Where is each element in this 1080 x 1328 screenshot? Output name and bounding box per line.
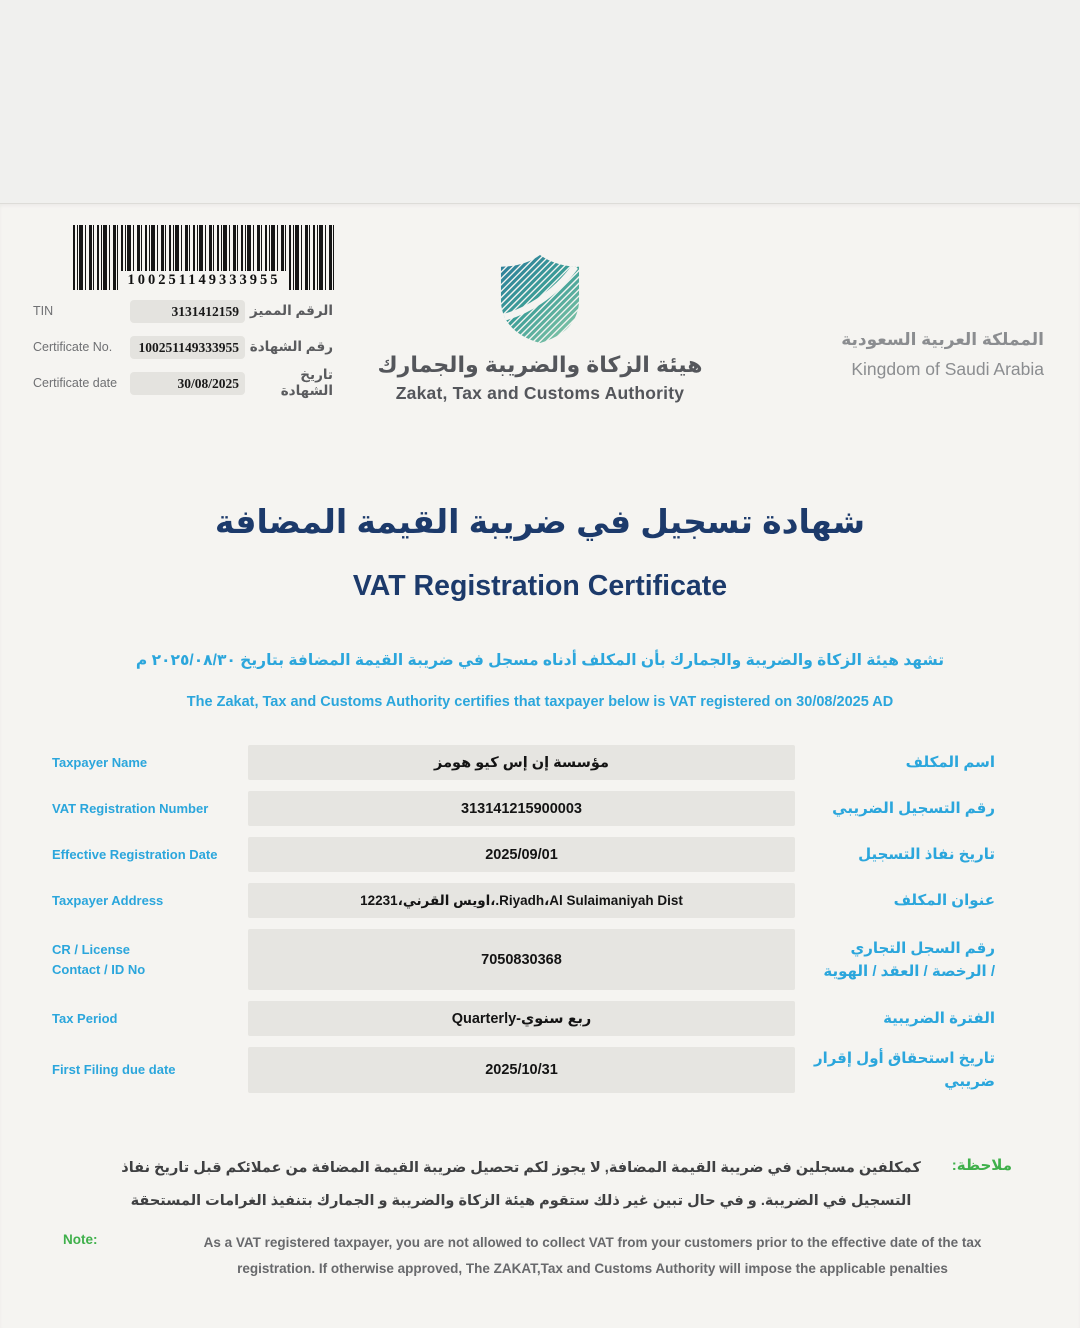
row-label-en: Effective Registration Date: [52, 846, 218, 862]
kingdom-name-arabic: المملكة العربية السعودية: [841, 330, 1044, 349]
certificate-date-label-ar: تاريخ الشهادة: [280, 367, 333, 398]
zatca-logo-block: [0, 254, 1080, 404]
row-value: 2025/09/01: [485, 846, 558, 863]
note-arabic-line1: كمكلفين مسجلين في ضريبة القيمة المضافة, لا يجوز لكم تحصيل ضريبة القيمة المضافة من عملائكم قبل تاريخ نفاذ: [121, 1160, 921, 1176]
row-label-ar: رقم التسجيل الضريبي: [832, 800, 995, 817]
note-label-arabic: ملاحظة:: [951, 1157, 1012, 1174]
tin-label-ar: الرقم المميز: [250, 303, 333, 318]
table-row-taxpayer-name: [0, 745, 1080, 780]
tin-label-en: TIN: [33, 304, 54, 318]
row-value-box: [248, 929, 795, 990]
note-english-line2: registration. If otherwise approved, The ZAKAT,Tax and Customs Authority will impose the applicable penalties: [237, 1261, 948, 1276]
row-value: ربع سنوي-Quarterly: [451, 1010, 592, 1027]
barcode-number: 100251149333955: [119, 271, 289, 290]
row-label-en: First Filing due date: [52, 1062, 176, 1077]
row-value: 2025/10/31: [485, 1062, 558, 1078]
row-label-ar: عنوان المكلف: [893, 892, 995, 909]
zatca-shield-icon: [496, 254, 584, 344]
top-gray-band: [0, 0, 1080, 203]
row-label-ar: تاريخ نفاذ التسجيل: [858, 846, 995, 863]
row-label-en: Tax Period: [52, 1010, 118, 1026]
certificate-page: [0, 203, 1080, 1328]
row-value-box: [248, 1047, 795, 1093]
row-value: Riyadh،Al Sulaimaniyah Dist.،اويس القرني،12231: [360, 892, 683, 908]
kingdom-block: [841, 330, 1044, 380]
row-value-box: [248, 1001, 795, 1036]
note-arabic-line2: التسجيل في الضريبة. و في حال تبين غير ذلك ستقوم هيئة الزكاة والضريبة و الجمارك بتنفيذ الغرامات المستحقة: [130, 1193, 912, 1209]
statement-arabic: تشهد هيئة الزكاة والضريبة والجمارك بأن المكلف أدناه مسجل في ضريبة القيمة المضافة بتاريخ ٢٠٢٥/٠٨/٣٠ م: [135, 652, 945, 669]
row-label-ar: اسم المكلف: [905, 754, 995, 771]
certificate-no-value: 100251149333955: [130, 336, 245, 359]
kingdom-name-english: Kingdom of Saudi Arabia: [851, 359, 1044, 379]
row-label-en: Taxpayer Address: [52, 892, 164, 908]
tin-value: 3131412159: [130, 300, 245, 323]
row-label-en: CR / License Contact / ID No: [52, 941, 146, 977]
table-row-taxpayer-address: [0, 883, 1080, 918]
row-value-box: [248, 883, 795, 918]
row-label-en: VAT Registration Number: [52, 800, 209, 816]
table-row-vat-number: [0, 791, 1080, 826]
row-value: 313141215900003: [461, 800, 582, 817]
table-row-tax-period: [0, 1001, 1080, 1036]
table-row-cr-license: [0, 929, 1080, 990]
note-text-english: [145, 1230, 1040, 1282]
certificate-no-label-en: Certificate No.: [33, 340, 113, 354]
row-label-ar: رقم السجل التجاري / الرخصة / العقد / الهوية: [823, 939, 995, 980]
authority-name-arabic: هيئة الزكاة والضريبة والجمارك: [377, 352, 703, 377]
note-label-english: Note:: [63, 1232, 98, 1247]
certificate-title-arabic: شهادة تسجيل في ضريبة القيمة المضافة: [214, 503, 866, 540]
row-label-ar: الفترة الضريبية: [883, 1010, 995, 1027]
row-value: مؤسسة إن إس كيو هومز: [434, 754, 609, 771]
row-value-box: [248, 837, 795, 872]
certificate-date-value: 30/08/2025: [130, 372, 245, 395]
row-label-en: Taxpayer Name: [52, 754, 148, 770]
certificate-title-english: VAT Registration Certificate: [352, 570, 728, 602]
row-value-box: [248, 745, 795, 780]
certificate-date-label-en: Certificate date: [33, 376, 118, 390]
certificate-no-label-ar: رقم الشهادة: [249, 339, 333, 354]
note-text-arabic: [115, 1152, 927, 1218]
taxpayer-details-table: [0, 745, 1080, 1104]
statement-english: The Zakat, Tax and Customs Authority certifies that taxpayer below is VAT registered on 30/08/2025 AD: [186, 694, 894, 710]
table-row-effective-date: [0, 837, 1080, 872]
row-value-box: [248, 791, 795, 826]
row-label-ar: تاريخ استحقاق أول إقرار ضريبي: [813, 1050, 995, 1090]
authority-name-english: Zakat, Tax and Customs Authority: [395, 383, 685, 403]
row-value: 7050830368: [481, 951, 562, 968]
table-row-first-filing: [0, 1047, 1080, 1093]
note-english-line1: As a VAT registered taxpayer, you are not allowed to collect VAT from your customers prior to the effective date of the tax: [203, 1235, 982, 1250]
